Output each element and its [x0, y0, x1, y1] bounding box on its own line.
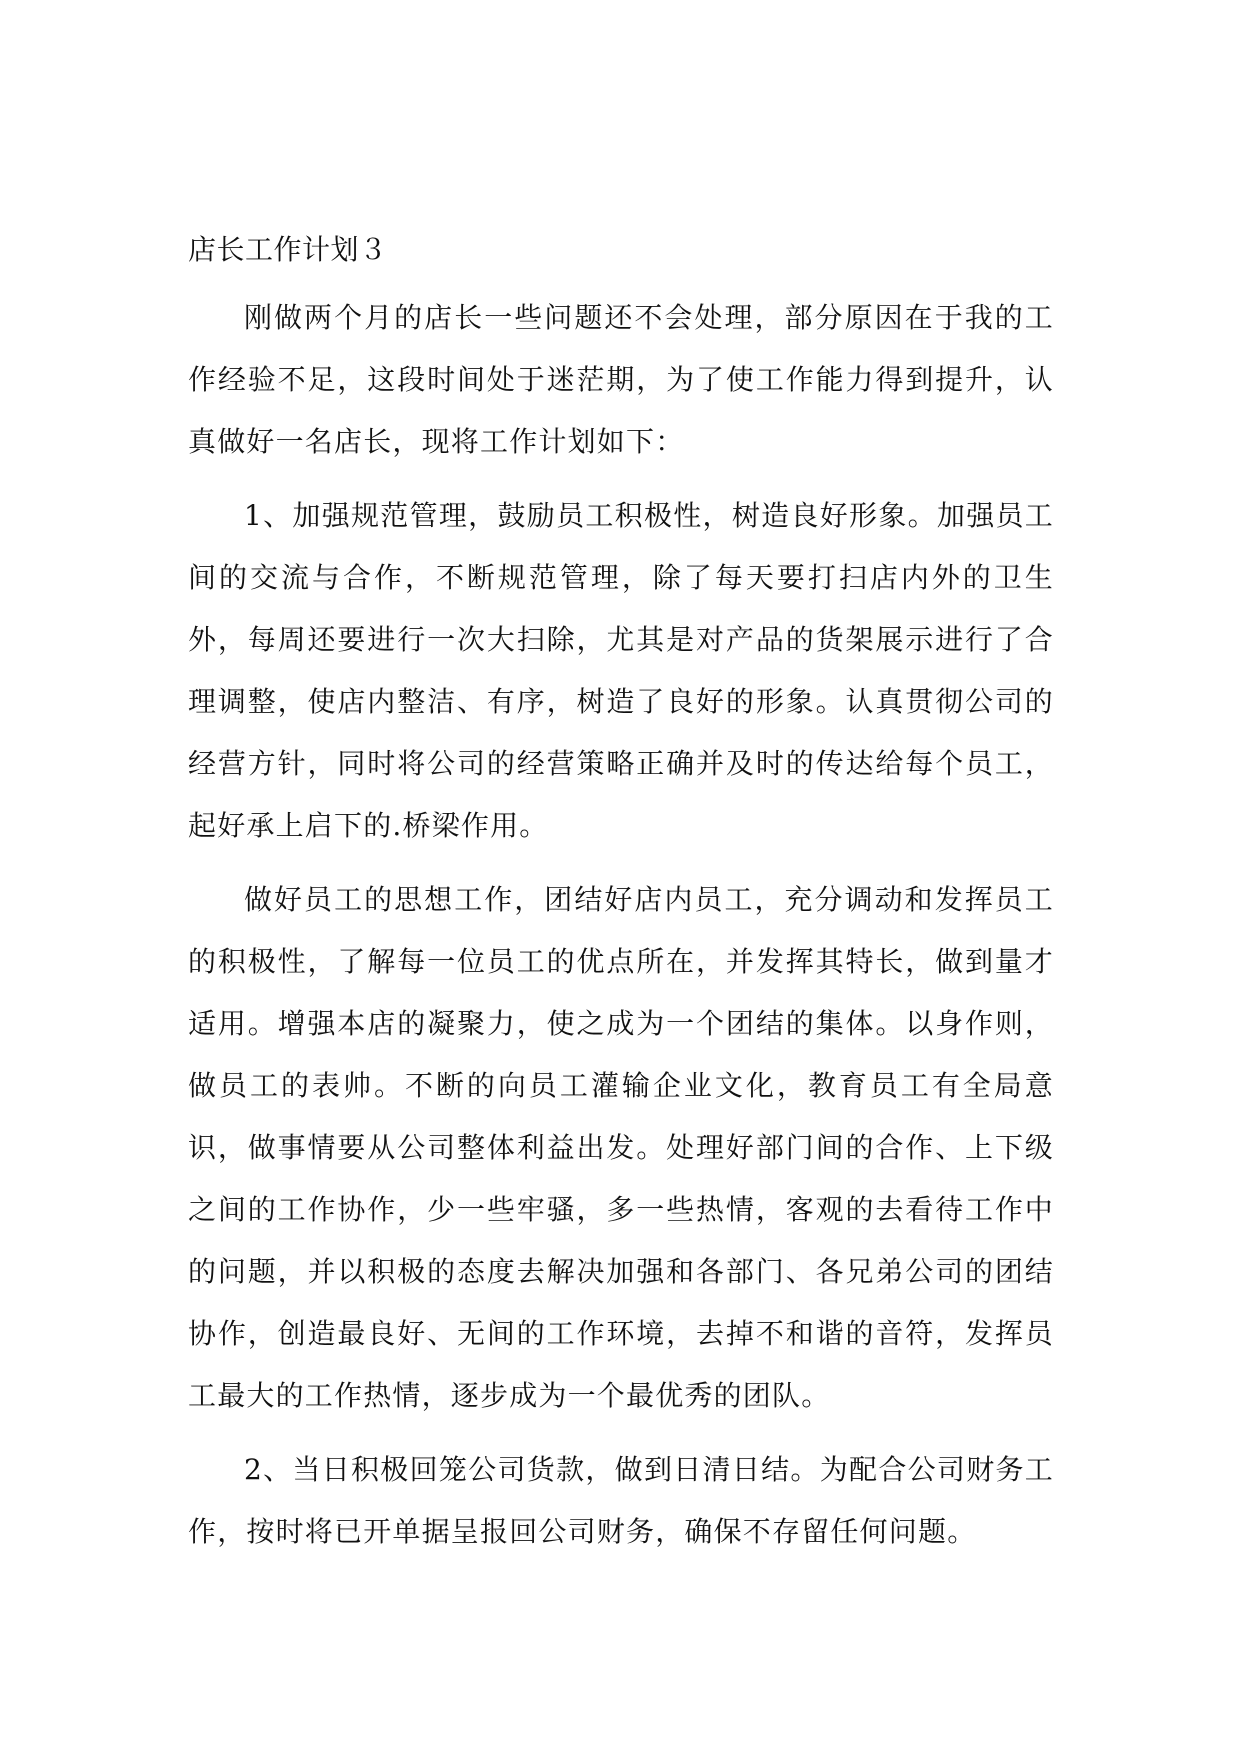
document-body	[188, 226, 1054, 1575]
paragraph-intro: 刚做两个月的店长一些问题还不会处理，部分原因在于我的工作经验不足，这段时间处于迷茫期，为了使工作能力得到提升，认真做好一名店长，现将工作计划如下：	[188, 301, 1054, 458]
paragraph-staff-work: 做好员工的思想工作，团结好店内员工，充分调动和发挥员工的积极性，了解每一位员工的优点所在，并发挥其特长，做到量才适用。增强本店的凝聚力，使之成为一个团结的集体。以身作则，做员工的表帅。不断的向员工灌输企业文化，教育员工有全局意识，做事情要从公司整体利益出发。处理好部门间的合作、上下级之间的工作协作，少一些牢骚，多一些热情，客观的去看待工作中的问题，并以积极的态度去解决加强和各部门、各兄弟公司的团结协作，创造最良好、无间的工作环境，去掉不和谐的音符，发挥员工最大的工作热情，逐步成为一个最优秀的团队。	[188, 883, 1054, 1412]
paragraph-item-2: 2、当日积极回笼公司货款，做到日清日结。为配合公司财务工作，按时将已开单据呈报回公司财务，确保不存留任何问题。	[188, 1453, 1054, 1548]
document-title: 店长工作计划３	[188, 233, 388, 266]
paragraph-item-1: 1、加强规范管理，鼓励员工积极性，树造良好形象。加强员工间的交流与合作，不断规范管理，除了每天要打扫店内外的卫生外，每周还要进行一次大扫除，尤其是对产品的货架展示进行了合理调整，使店内整洁、有序，树造了良好的形象。认真贯彻公司的经营方针，同时将公司的经营策略正确并及时的传达给每个员工，起好承上启下的.桥梁作用。	[188, 499, 1054, 842]
